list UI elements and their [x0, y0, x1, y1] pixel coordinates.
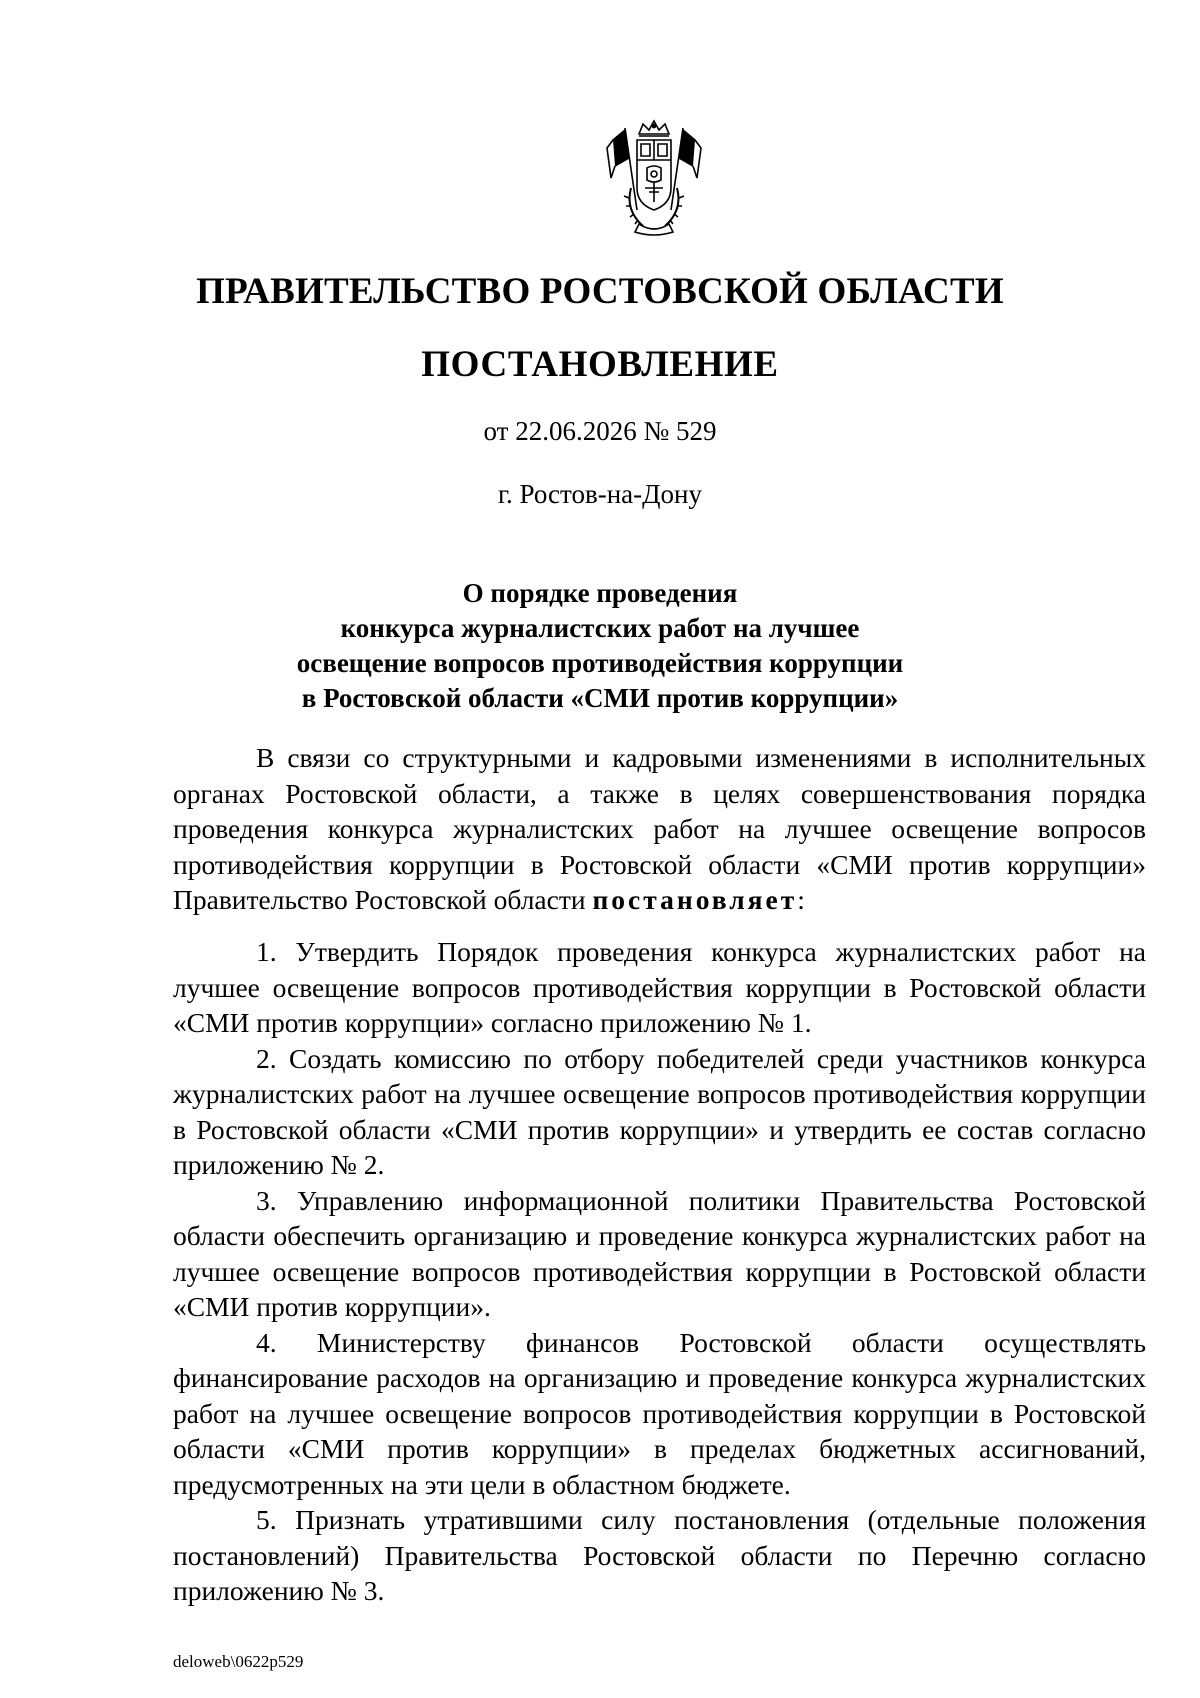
document-date-number: от 22.06.2026 № 529: [483, 416, 717, 446]
title-line: в Ростовской области «СМИ против коррупции»: [301, 683, 899, 713]
resolution-items: [173, 934, 1146, 1609]
organization-title: ПРАВИТЕЛЬСТВО РОСТОВСКОЙ ОБЛАСТИ: [196, 271, 1004, 312]
preamble: [173, 740, 1146, 918]
document-file-code: deloweb\0622p529: [173, 1652, 304, 1671]
resolution-keyword: постановляет: [592, 884, 798, 915]
resolution-item: 2. Создать комиссию по отбору победителей среди участников конкурса журналистских работ на лучшее освещение вопросов противодействия коррупции в Ростовской области «СМИ против коррупции» и утвердить ее состав согласно приложению № 2.: [173, 1042, 1146, 1180]
preamble-ending: :: [797, 884, 805, 915]
coat-of-arms-icon: [603, 118, 705, 238]
resolution-item: 4. Министерству финансов Ростовской области осуществлять финансирование расходов на организацию и проведение конкурса журналистских работ на лучшее освещение вопросов противодействия коррупции в Ростовской области «СМИ против коррупции» в пределах бюджетных ассигнований, предусмотренных на эти цели в областном бюджете.: [173, 1326, 1146, 1500]
resolution-item: 3. Управлению информационной политики Правительства Ростовской области обеспечить организацию и проведение конкурса журналистских работ на лучшее освещение вопросов противодействия коррупции в Ростовской области «СМИ против коррупции».: [173, 1184, 1146, 1322]
preamble-paragraph: [173, 740, 1146, 918]
preamble-text: В связи со структурными и кадровыми изменениями в исполнительных органах Ростовской области, а также в целях совершенствования порядка проведения конкурса журналистских работ на лучшее освещение вопросов противодействия коррупции в Ростовской области «СМИ против коррупции» Правительство Ростовской области: [173, 742, 1146, 915]
document-place: г. Ростов-на-Дону: [497, 479, 702, 509]
title-line: конкурса журналистских работ на лучшее: [340, 613, 860, 643]
document-type: ПОСТАНОВЛЕНИЕ: [421, 344, 779, 385]
resolution-item: 1. Утвердить Порядок проведения конкурса журналистских работ на лучшее освещение вопросов противодействия коррупции в Ростовской области «СМИ против коррупции» согласно приложению № 1.: [173, 936, 1146, 1038]
title-line: освещение вопросов противодействия коррупции: [296, 648, 904, 678]
title-line: О порядке проведения: [462, 578, 738, 608]
document-subject-title: [0, 576, 1200, 716]
resolution-item: 5. Признать утратившими силу постановления (отдельные положения постановлений) Правительства Ростовской области по Перечню согласно приложению № 3.: [173, 1504, 1146, 1606]
